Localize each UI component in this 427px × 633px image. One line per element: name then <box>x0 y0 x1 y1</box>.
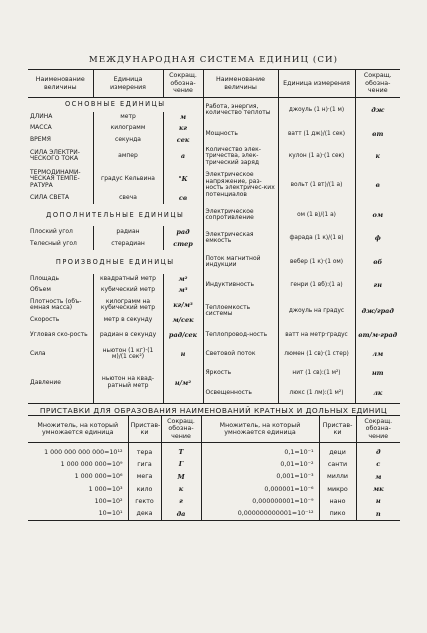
header-unit-left: Единица измерения <box>93 70 163 98</box>
prefix-abbr: М <box>161 471 201 483</box>
left-abbr: кг <box>163 123 203 135</box>
multiplier: 0,000000001=10⁻⁹ <box>201 495 319 507</box>
left-unit: стерадиан <box>93 238 163 250</box>
multiplier: 10=10¹ <box>28 507 128 520</box>
right-abbr: гн <box>373 280 382 289</box>
right-abbr: ф <box>374 233 381 242</box>
left-unit: свеча <box>93 193 163 204</box>
prefix-row <box>28 458 400 470</box>
right-abbr: вт/м·град <box>358 331 398 340</box>
left-abbr: а <box>163 147 203 167</box>
left-abbr: кг/м³ <box>163 296 203 314</box>
prefix-abbr: г <box>161 495 201 507</box>
left-name: Скорость <box>28 314 93 326</box>
left-abbr: м/сек <box>163 314 203 326</box>
right-name: Индуктивность <box>203 274 278 296</box>
right-abbr: вб <box>373 257 383 266</box>
left-name: СИЛА СВЕТА <box>28 193 93 204</box>
right-unit: джоуль на градус <box>278 296 355 326</box>
left-name: Плоский угол <box>28 226 93 238</box>
left-unit: ньютон (1 кг)·(1 м)/(1 сек²) <box>93 345 163 363</box>
right-name: Световой поток <box>203 345 278 363</box>
left-name: СИЛА ЭЛЕКТРИ-ЧЕСКОГО ТОКА <box>28 147 93 167</box>
left-abbr: сек <box>163 135 203 147</box>
header-prefix-right: Пристав-ки <box>319 416 356 443</box>
left-abbr: рад <box>163 226 203 238</box>
left-name: Плотность (объ-емная масса) <box>28 296 93 314</box>
right-unit: кулон (1 а)·(1 сек) <box>278 147 355 167</box>
multiplier: 1 000 000 000=10⁹ <box>28 458 128 470</box>
header-abbr-right: Сокращ. обозна-чение <box>356 416 400 443</box>
header-quantity-left: Наименование величины <box>28 70 93 98</box>
si-units-table <box>28 69 400 404</box>
right-name: Освещенность <box>203 384 278 403</box>
right-name: Электрическое напряжение, раз-ность электричес-ких потенциалов <box>203 166 278 204</box>
right-abbr: дж/град <box>361 306 394 315</box>
left-name: Телесный угол <box>28 238 93 250</box>
right-unit: нит (1 св):(1 м²) <box>278 363 355 384</box>
left-abbr: °К <box>163 166 203 193</box>
multiplier: 0,01=10⁻² <box>201 458 319 470</box>
left-abbr: н/м² <box>163 363 203 403</box>
prefix-table <box>28 415 400 521</box>
multiplier: 0,1=10⁻¹ <box>201 443 319 459</box>
left-unit: ньютон на квад-ратный метр <box>93 363 163 403</box>
page-title: МЕЖДУНАРОДНАЯ СИСТЕМА ЕДИНИЦ (СИ) <box>88 55 339 65</box>
prefix: гекто <box>128 495 161 507</box>
prefix-abbr: Т <box>161 443 201 459</box>
left-abbr: стер <box>163 238 203 250</box>
right-unit: ом (1 в)/(1 а) <box>278 204 355 226</box>
prefix: нано <box>319 495 356 507</box>
left-abbr: н <box>163 345 203 363</box>
prefix-title: ПРИСТАВКИ ДЛЯ ОБРАЗОВАНИЯ НАИМЕНОВАНИЙ КРАТНЫХ И ДОЛЬНЫХ ЕДИНИЦ <box>39 406 388 415</box>
left-unit: ампер <box>93 147 163 167</box>
section-additional-units: ДОПОЛНИТЕЛЬНЫЕ ЕДИНИЦЫ <box>28 204 203 226</box>
prefix-row <box>28 483 400 495</box>
left-name: Давление <box>28 363 93 403</box>
left-name: МАССА <box>28 123 93 135</box>
left-unit: секунда <box>93 135 163 147</box>
right-name: Электрическая емкость <box>203 226 278 250</box>
header-abbr-left: Сокращ. обозна-чение <box>161 416 201 443</box>
left-name: ТЕРМОДИНАМИ-ЧЕСКАЯ ТЕМПЕ-РАТУРА <box>28 166 93 193</box>
prefix-abbr: с <box>376 460 381 469</box>
prefix-abbr: д <box>375 448 381 457</box>
right-unit: генри (1 вб):(1 а) <box>278 274 355 296</box>
prefix-row <box>28 443 400 459</box>
left-name: Объем <box>28 285 93 296</box>
left-name: Угловая ско-рость <box>28 326 93 345</box>
multiplier: 0,000001=10⁻⁶ <box>201 483 319 495</box>
right-abbr: ом <box>372 210 383 219</box>
left-unit: квадратный метр <box>93 274 163 285</box>
prefix-abbr: н <box>375 497 381 506</box>
left-name: ДЛИНА <box>28 112 93 123</box>
left-unit: кубический метр <box>93 285 163 296</box>
prefix-abbr: да <box>161 507 201 520</box>
left-unit: килограмм на кубический метр <box>93 296 163 314</box>
right-name: Яркость <box>203 363 278 384</box>
right-abbr: в <box>375 180 380 189</box>
right-name: Поток магнитной индукции <box>203 250 278 274</box>
left-name: ВРЕМЯ <box>28 135 93 147</box>
left-name: Сила <box>28 345 93 363</box>
right-name: Теплоемкость системы <box>203 296 278 326</box>
prefix: санти <box>319 458 356 470</box>
left-abbr: рад/сек <box>163 326 203 345</box>
right-abbr: вт <box>372 130 384 139</box>
prefix-abbr: к <box>161 483 201 495</box>
prefix-row <box>28 471 400 483</box>
right-abbr: лм <box>372 349 384 358</box>
prefix-abbr: п <box>375 509 381 518</box>
multiplier: 100=10² <box>28 495 128 507</box>
header-multiplier-right: Множитель, на который умножается единица <box>201 416 319 443</box>
header-abbr-left: Сокращ. обозна-чение <box>163 70 203 98</box>
right-unit: джоуль (1 н)·(1 м) <box>278 98 355 123</box>
prefix: гига <box>128 458 161 470</box>
multiplier: 1 000 000 000 000=10¹² <box>28 443 128 459</box>
prefix: мега <box>128 471 161 483</box>
multiplier: 0,000000000001=10⁻¹² <box>201 507 319 520</box>
multiplier: 1 000 000=10⁶ <box>28 471 128 483</box>
header-prefix-left: Пристав-ки <box>128 416 161 443</box>
left-unit: метр в секунду <box>93 314 163 326</box>
right-unit: ватт на метр·градус <box>278 326 355 345</box>
left-unit: метр <box>93 112 163 123</box>
right-unit: люмен (1 св)·(1 стер) <box>278 345 355 363</box>
prefix: тера <box>128 443 161 459</box>
prefix-row <box>28 495 400 507</box>
prefix: дека <box>128 507 161 520</box>
right-name: Количество элек-тричества, элек-трический заряд <box>203 147 278 167</box>
prefix: пико <box>319 507 356 520</box>
left-abbr: м³ <box>163 285 203 296</box>
right-abbr: к <box>375 152 380 161</box>
prefix-row <box>28 507 400 520</box>
prefix: микро <box>319 483 356 495</box>
prefix: деци <box>319 443 356 459</box>
right-name: Мощность <box>203 123 278 147</box>
multiplier: 1 000=10³ <box>28 483 128 495</box>
left-unit: радиан <box>93 226 163 238</box>
right-unit: фарада (1 к)/(1 в) <box>278 226 355 250</box>
left-unit: килограмм <box>93 123 163 135</box>
left-abbr: м <box>163 112 203 123</box>
right-name: Теплопровод-ность <box>203 326 278 345</box>
right-name: Электрическое сопротивление <box>203 204 278 226</box>
prefix-abbr: Г <box>161 458 201 470</box>
right-unit: вебер (1 к)·(1 ом) <box>278 250 355 274</box>
prefix-abbr: м <box>375 472 382 481</box>
multiplier: 0,001=10⁻³ <box>201 471 319 483</box>
section-basic-units: ОСНОВНЫЕ ЕДИНИЦЫ <box>28 98 203 112</box>
right-unit: ватт (1 дж)/(1 сек) <box>278 123 355 147</box>
header-abbr-right: Сокращ. обозна-чение <box>355 70 400 98</box>
section-derived-units: ПРОИЗВОДНЫЕ ЕДИНИЦЫ <box>28 250 203 274</box>
right-unit: вольт (1 вт)/(1 а) <box>278 166 355 204</box>
left-unit: радиан в секунду <box>93 326 163 345</box>
header-quantity-right: Наименование величины <box>203 70 278 98</box>
right-abbr: лк <box>373 389 383 398</box>
prefix: милли <box>319 471 356 483</box>
right-unit: люкс (1 лм):(1 м²) <box>278 384 355 403</box>
prefix-abbr: мк <box>372 485 384 494</box>
left-abbr: м² <box>163 274 203 285</box>
left-unit: градус Кельвина <box>93 166 163 193</box>
right-name: Работа, энергия, количество теплоты <box>203 98 278 123</box>
header-multiplier-left: Множитель, на который умножается единица <box>28 416 128 443</box>
prefix: кило <box>128 483 161 495</box>
left-abbr: св <box>163 193 203 204</box>
right-abbr: дж <box>371 105 385 114</box>
header-unit-right: Единица измерения <box>278 70 355 98</box>
left-name: Площадь <box>28 274 93 285</box>
right-abbr: нт <box>371 369 384 378</box>
